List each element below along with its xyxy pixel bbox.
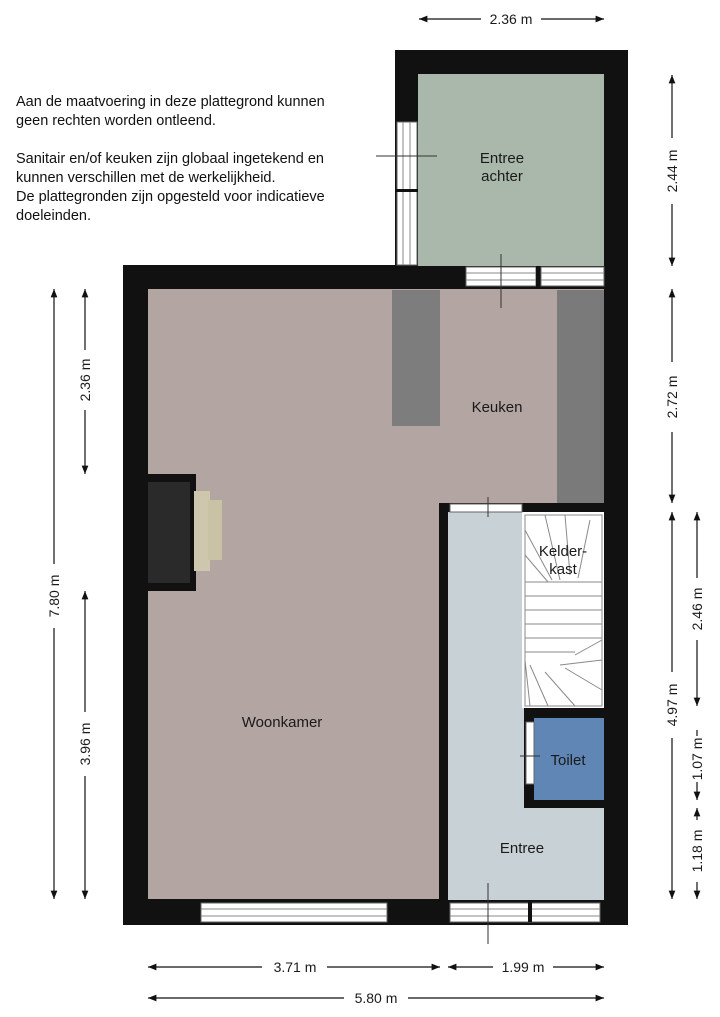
dim-right-toilet: 1.07 m	[689, 737, 705, 781]
door-toilet	[526, 722, 534, 784]
dim-right-keuken: 2.72 m	[664, 375, 680, 419]
label-toilet: Toilet	[550, 752, 586, 769]
window-entree-bottom	[450, 903, 600, 922]
disclaimer-text: Aan de maatvoering in deze plattegrond kunnen geen rechten worden ontleend. Sanitair en/of keuken zijn globaal ingetekend en kunnen verschillen met de werkelijkheid. De plattegronden zijn opgesteld voor indicatieve doeleinden.	[16, 94, 325, 224]
label-entree: Entree	[499, 840, 545, 857]
door-entree-top	[450, 504, 522, 512]
label-keuken: Keuken	[471, 399, 523, 416]
dim-left-lower: 3.96 m	[77, 722, 93, 766]
label-entree-achter-2: achter	[481, 168, 523, 185]
window-annex-left	[397, 122, 417, 265]
dim-bottom-total: 5.80 m	[354, 990, 398, 1006]
kitchen-counter-right	[557, 290, 604, 503]
dim-right-entree-achter: 2.44 m	[664, 149, 680, 193]
dim-right-lower-total: 4.97 m	[664, 683, 680, 727]
dim-bottom-woonkamer: 3.71 m	[273, 959, 317, 975]
label-kelderkast-1: Kelder-	[538, 543, 588, 560]
dim-right-stair: 2.46 m	[689, 587, 705, 631]
label-kelderkast-2: kast	[549, 561, 577, 578]
kitchen-counter-left	[392, 290, 440, 426]
dim-top-width: 2.36 m	[489, 11, 533, 27]
label-woonkamer: Woonkamer	[241, 714, 323, 731]
dim-left-total: 7.80 m	[46, 574, 62, 618]
window-woonkamer-bottom	[201, 903, 387, 922]
label-entree-achter-1: Entree	[479, 150, 525, 167]
dim-bottom-entree: 1.99 m	[501, 959, 545, 975]
dim-left-upper: 2.36 m	[77, 358, 93, 402]
window-annex-bottom-2	[541, 267, 604, 286]
room-floors	[148, 74, 607, 903]
dim-right-entree: 1.18 m	[689, 829, 705, 873]
